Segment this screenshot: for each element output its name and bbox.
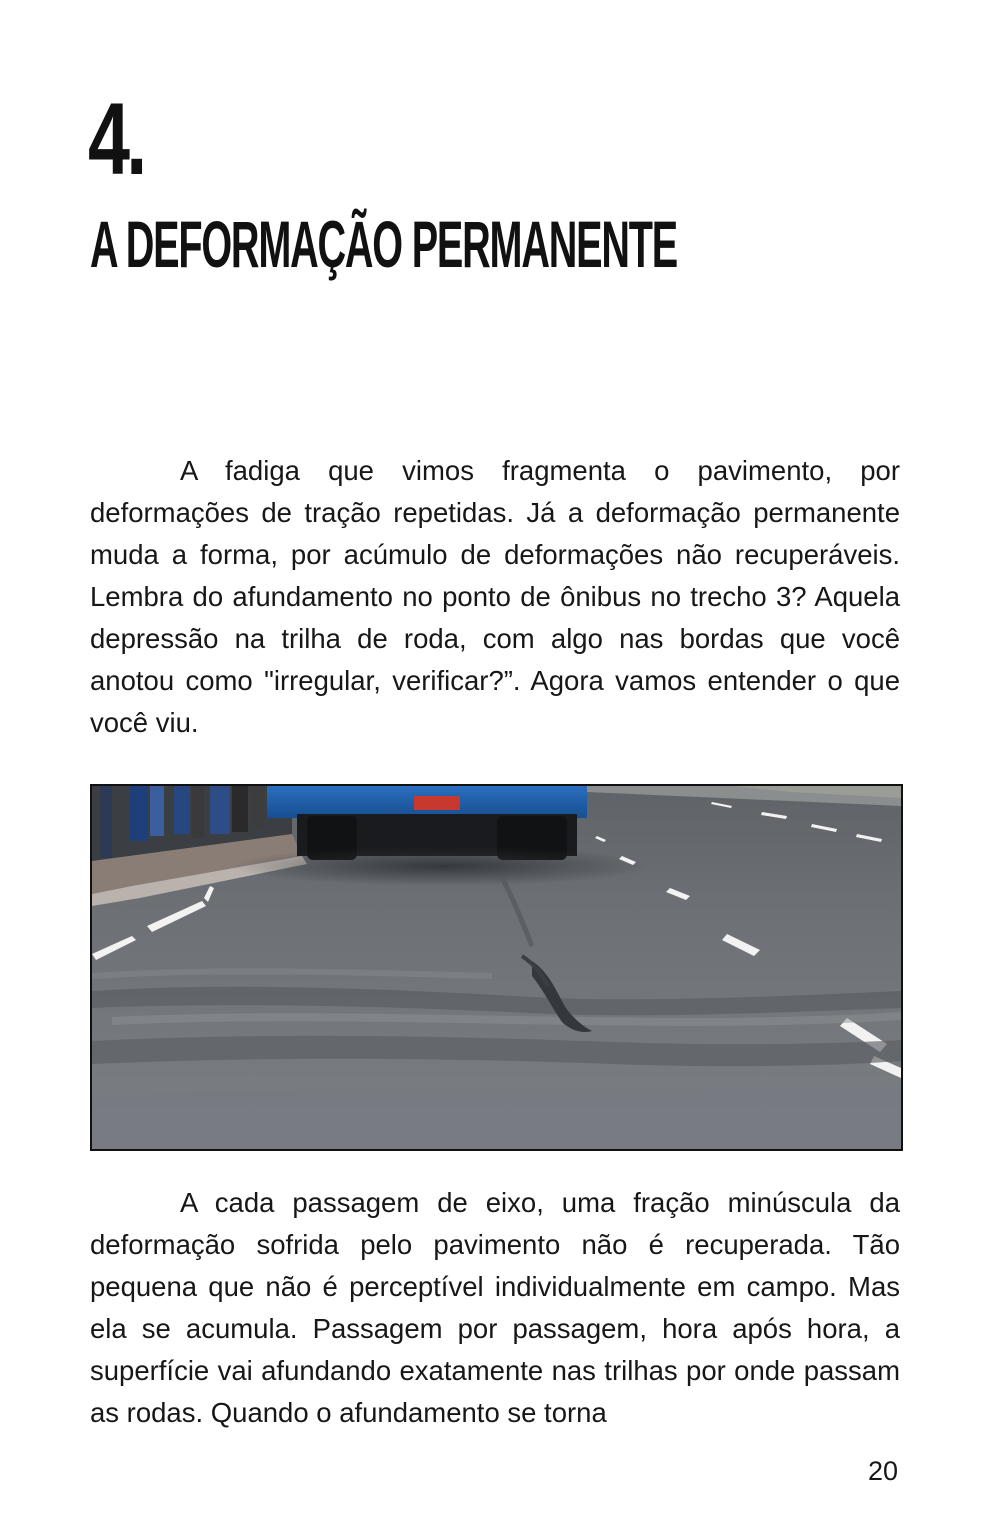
chapter-title: A DEFORMAÇÃO PERMANENTE [90,207,677,281]
road-photo-illustration [92,786,901,1149]
chapter-number: 4. [88,82,144,196]
page-number: 20 [867,1456,898,1486]
paragraph-intro: A fadiga que vimos fragmenta o pavimento, por deformações de tração repetidas. Já a deformação permanente muda a forma, por acúmulo de deformações não recuperáveis. Lembra do afundamento no ponto de ônibus no trecho 3? Aquela depressão na trilha de roda, com algo nas bordas que você anotou como "irregular, verificar?”. Agora vamos entender o que você viu. [90,455,900,738]
road-rutting-photo [90,784,903,1151]
paragraph-continuation: A cada passagem de eixo, uma fração minúscula da deformação sofrida pelo pavimento não é recuperada. Tão pequena que não é perceptível individualmente em campo. Mas ela se acumula. Passagem por passagem, hora após hora, a superfície vai afundando exatamente nas trilhas por onde passam as rodas. Quando o afundamento se torna [90,1187,900,1428]
